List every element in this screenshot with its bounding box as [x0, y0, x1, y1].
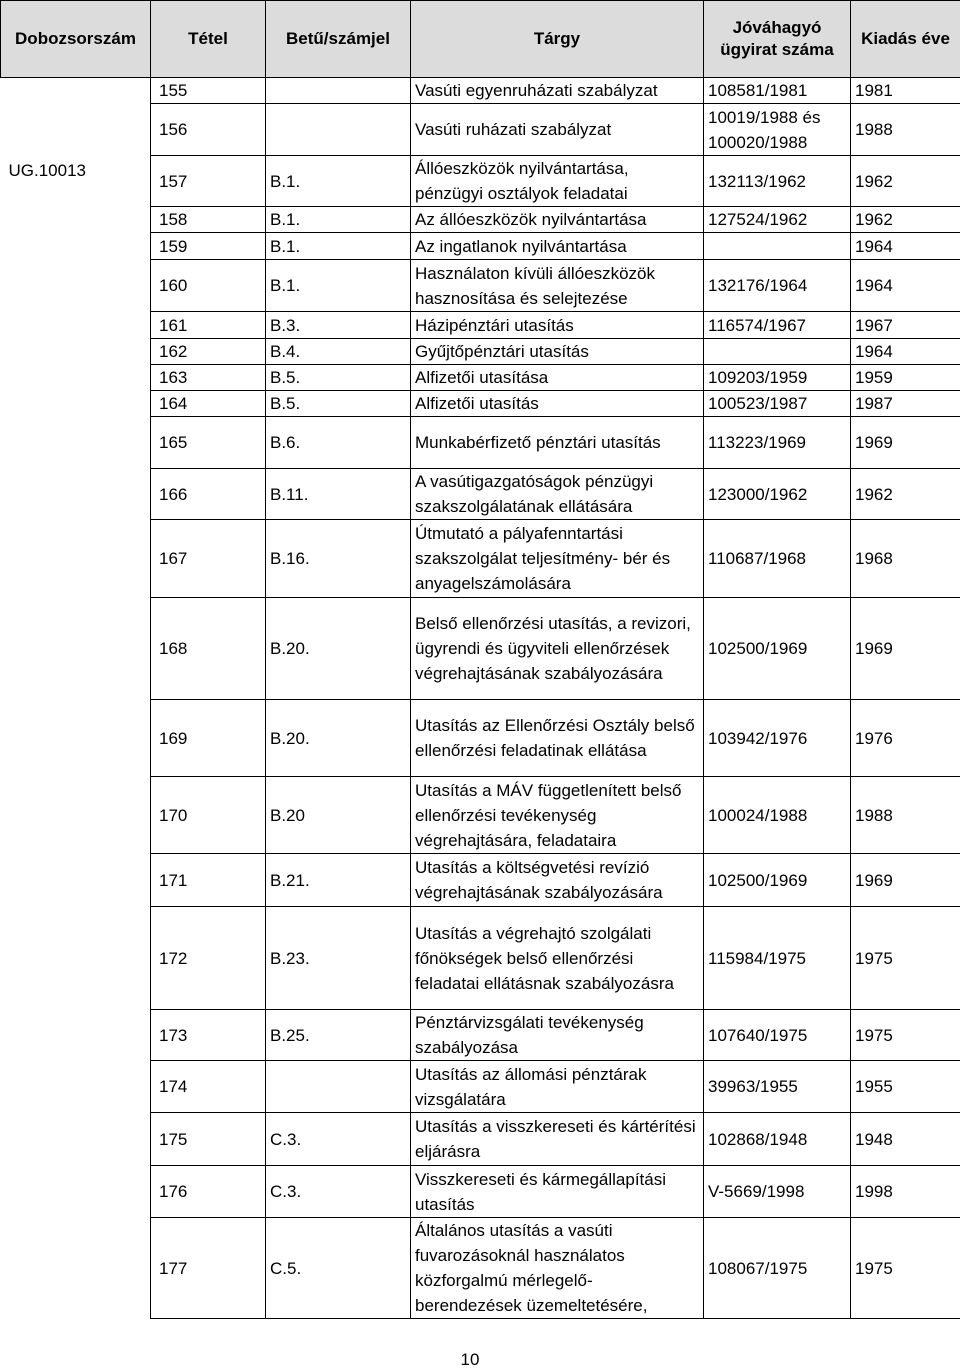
approval-number: 100024/1988 — [704, 777, 851, 854]
issue-year: 1962 — [851, 156, 960, 207]
item-number: 174 — [151, 1061, 266, 1113]
issue-year: 1975 — [851, 1218, 960, 1319]
item-number: 170 — [151, 777, 266, 854]
item-subject: Utasítás a végrehajtó szolgálati főnökségek belső ellenőrzési feladatai ellátásnak szabályozásra — [411, 907, 704, 1010]
item-subject: A vasútigazgatóságok pénzügyi szakszolgálatának ellátására — [411, 469, 704, 520]
box-number-cell — [1, 78, 151, 1319]
issue-year: 1969 — [851, 854, 960, 907]
table-row — [1, 78, 960, 104]
box-number: UG.10013 — [8, 161, 86, 180]
item-code: B.5. — [266, 365, 411, 391]
item-subject: Az állóeszközök nyilvántartása — [411, 207, 704, 233]
item-code: B.1. — [266, 207, 411, 233]
issue-year: 1955 — [851, 1061, 960, 1113]
issue-year: 1998 — [851, 1166, 960, 1218]
page-number: 10 — [460, 1350, 480, 1369]
item-number: 176 — [151, 1166, 266, 1218]
approval-number: 102500/1969 — [704, 854, 851, 907]
issue-year: 1964 — [851, 260, 960, 312]
issue-year: 1967 — [851, 312, 960, 339]
approval-number: 127524/1962 — [704, 207, 851, 233]
item-code: C.3. — [266, 1166, 411, 1218]
header-box-number: Dobozsorszám — [1, 1, 151, 78]
item-subject: Vasúti egyenruházati szabályzat — [411, 78, 704, 104]
issue-year: 1975 — [851, 1010, 960, 1061]
issue-year: 1987 — [851, 391, 960, 417]
approval-number: 10019/1988 és 100020/1988 — [704, 104, 851, 156]
item-code: B.6. — [266, 417, 411, 469]
item-number: 158 — [151, 207, 266, 233]
item-code — [266, 78, 411, 104]
item-subject: Utasítás az állomási pénztárak vizsgálatára — [411, 1061, 704, 1113]
item-number: 177 — [151, 1218, 266, 1319]
item-code: C.5. — [266, 1218, 411, 1319]
issue-year: 1964 — [851, 339, 960, 365]
item-code: B.1. — [266, 233, 411, 260]
item-number: 162 — [151, 339, 266, 365]
item-number: 156 — [151, 104, 266, 156]
item-subject: Általános utasítás a vasúti fuvarozásoknál használatos közforgalmú mérlegelő-berendezések üzemeltetésére, — [411, 1218, 704, 1319]
item-number: 173 — [151, 1010, 266, 1061]
header-code: Betű/számjel — [266, 1, 411, 78]
approval-number: 113223/1969 — [704, 417, 851, 469]
item-code: B.11. — [266, 469, 411, 520]
item-code — [266, 104, 411, 156]
approval-number: 110687/1968 — [704, 520, 851, 598]
approval-number: 123000/1962 — [704, 469, 851, 520]
header-year: Kiadás éve — [851, 1, 960, 78]
item-subject: Utasítás a visszkereseti és kártérítési eljárásra — [411, 1113, 704, 1166]
item-subject: Útmutató a pályafenntartási szakszolgálat teljesítmény- bér és anyagelszámolására — [411, 520, 704, 598]
item-subject: Alfizetői utasítása — [411, 365, 704, 391]
item-code: B.4. — [266, 339, 411, 365]
approval-number: 102868/1948 — [704, 1113, 851, 1166]
item-subject: Pénztárvizsgálati tevékenység szabályozása — [411, 1010, 704, 1061]
item-subject: Állóeszközök nyilvántartása, pénzügyi osztályok feladatai — [411, 156, 704, 207]
item-subject: Utasítás a költségvetési revízió végrehajtásának szabályozására — [411, 854, 704, 907]
item-subject: Utasítás az Ellenőrzési Osztály belső ellenőrzési feladatinak ellátása — [411, 700, 704, 777]
item-number: 165 — [151, 417, 266, 469]
item-code: B.1. — [266, 260, 411, 312]
issue-year: 1981 — [851, 78, 960, 104]
issue-year: 1988 — [851, 104, 960, 156]
item-number: 161 — [151, 312, 266, 339]
item-number: 169 — [151, 700, 266, 777]
approval-number: 107640/1975 — [704, 1010, 851, 1061]
item-subject: Munkabérfizető pénztári utasítás — [411, 417, 704, 469]
approval-number: 132113/1962 — [704, 156, 851, 207]
item-subject: Használaton kívüli állóeszközök hasznosítása és selejtezése — [411, 260, 704, 312]
issue-year: 1962 — [851, 207, 960, 233]
issue-year: 1975 — [851, 907, 960, 1010]
item-code: B.20. — [266, 598, 411, 700]
item-subject: Visszkereseti és kármegállapítási utasítás — [411, 1166, 704, 1218]
approval-number: 116574/1967 — [704, 312, 851, 339]
issue-year: 1969 — [851, 598, 960, 700]
issue-year: 1948 — [851, 1113, 960, 1166]
item-code: B.25. — [266, 1010, 411, 1061]
item-subject: Belső ellenőrzési utasítás, a revizori, ügyrendi és ügyviteli ellenőrzések végrehajtásának szabályozására — [411, 598, 704, 700]
item-subject: Az ingatlanok nyilvántartása — [411, 233, 704, 260]
item-subject: Vasúti ruházati szabályzat — [411, 104, 704, 156]
item-subject: Házipénztári utasítás — [411, 312, 704, 339]
issue-year: 1959 — [851, 365, 960, 391]
item-number: 175 — [151, 1113, 266, 1166]
item-number: 155 — [151, 78, 266, 104]
approval-number: 132176/1964 — [704, 260, 851, 312]
issue-year: 1976 — [851, 700, 960, 777]
item-subject: Alfizetői utasítás — [411, 391, 704, 417]
approval-number: 100523/1987 — [704, 391, 851, 417]
approval-number: 103942/1976 — [704, 700, 851, 777]
header-row — [1, 1, 960, 78]
item-number: 166 — [151, 469, 266, 520]
item-code: C.3. — [266, 1113, 411, 1166]
issue-year: 1968 — [851, 520, 960, 598]
approval-number — [704, 339, 851, 365]
issue-year: 1988 — [851, 777, 960, 854]
approval-number: 115984/1975 — [704, 907, 851, 1010]
header-approval-number: Jóváhagyó ügyirat száma — [704, 1, 851, 78]
item-code: B.23. — [266, 907, 411, 1010]
item-code: B.20 — [266, 777, 411, 854]
approval-number: 108581/1981 — [704, 78, 851, 104]
header-item: Tétel — [151, 1, 266, 78]
approval-number — [704, 233, 851, 260]
approval-number: V-5669/1998 — [704, 1166, 851, 1218]
approval-number: 102500/1969 — [704, 598, 851, 700]
issue-year: 1962 — [851, 469, 960, 520]
item-code — [266, 1061, 411, 1113]
header-subject: Tárgy — [411, 1, 704, 78]
approval-number: 108067/1975 — [704, 1218, 851, 1319]
item-code: B.20. — [266, 700, 411, 777]
item-number: 160 — [151, 260, 266, 312]
item-code: B.5. — [266, 391, 411, 417]
item-number: 171 — [151, 854, 266, 907]
item-number: 168 — [151, 598, 266, 700]
item-subject: Gyűjtőpénztári utasítás — [411, 339, 704, 365]
item-subject: Utasítás a MÁV függetlenített belső ellenőrzési tevékenység végrehajtására, feladataira — [411, 777, 704, 854]
item-number: 172 — [151, 907, 266, 1010]
item-code: B.21. — [266, 854, 411, 907]
approval-number: 109203/1959 — [704, 365, 851, 391]
item-number: 157 — [151, 156, 266, 207]
item-number: 167 — [151, 520, 266, 598]
approval-number: 39963/1955 — [704, 1061, 851, 1113]
item-number: 164 — [151, 391, 266, 417]
item-number: 163 — [151, 365, 266, 391]
item-number: 159 — [151, 233, 266, 260]
item-code: B.3. — [266, 312, 411, 339]
item-code: B.16. — [266, 520, 411, 598]
issue-year: 1969 — [851, 417, 960, 469]
issue-year: 1964 — [851, 233, 960, 260]
item-code: B.1. — [266, 156, 411, 207]
